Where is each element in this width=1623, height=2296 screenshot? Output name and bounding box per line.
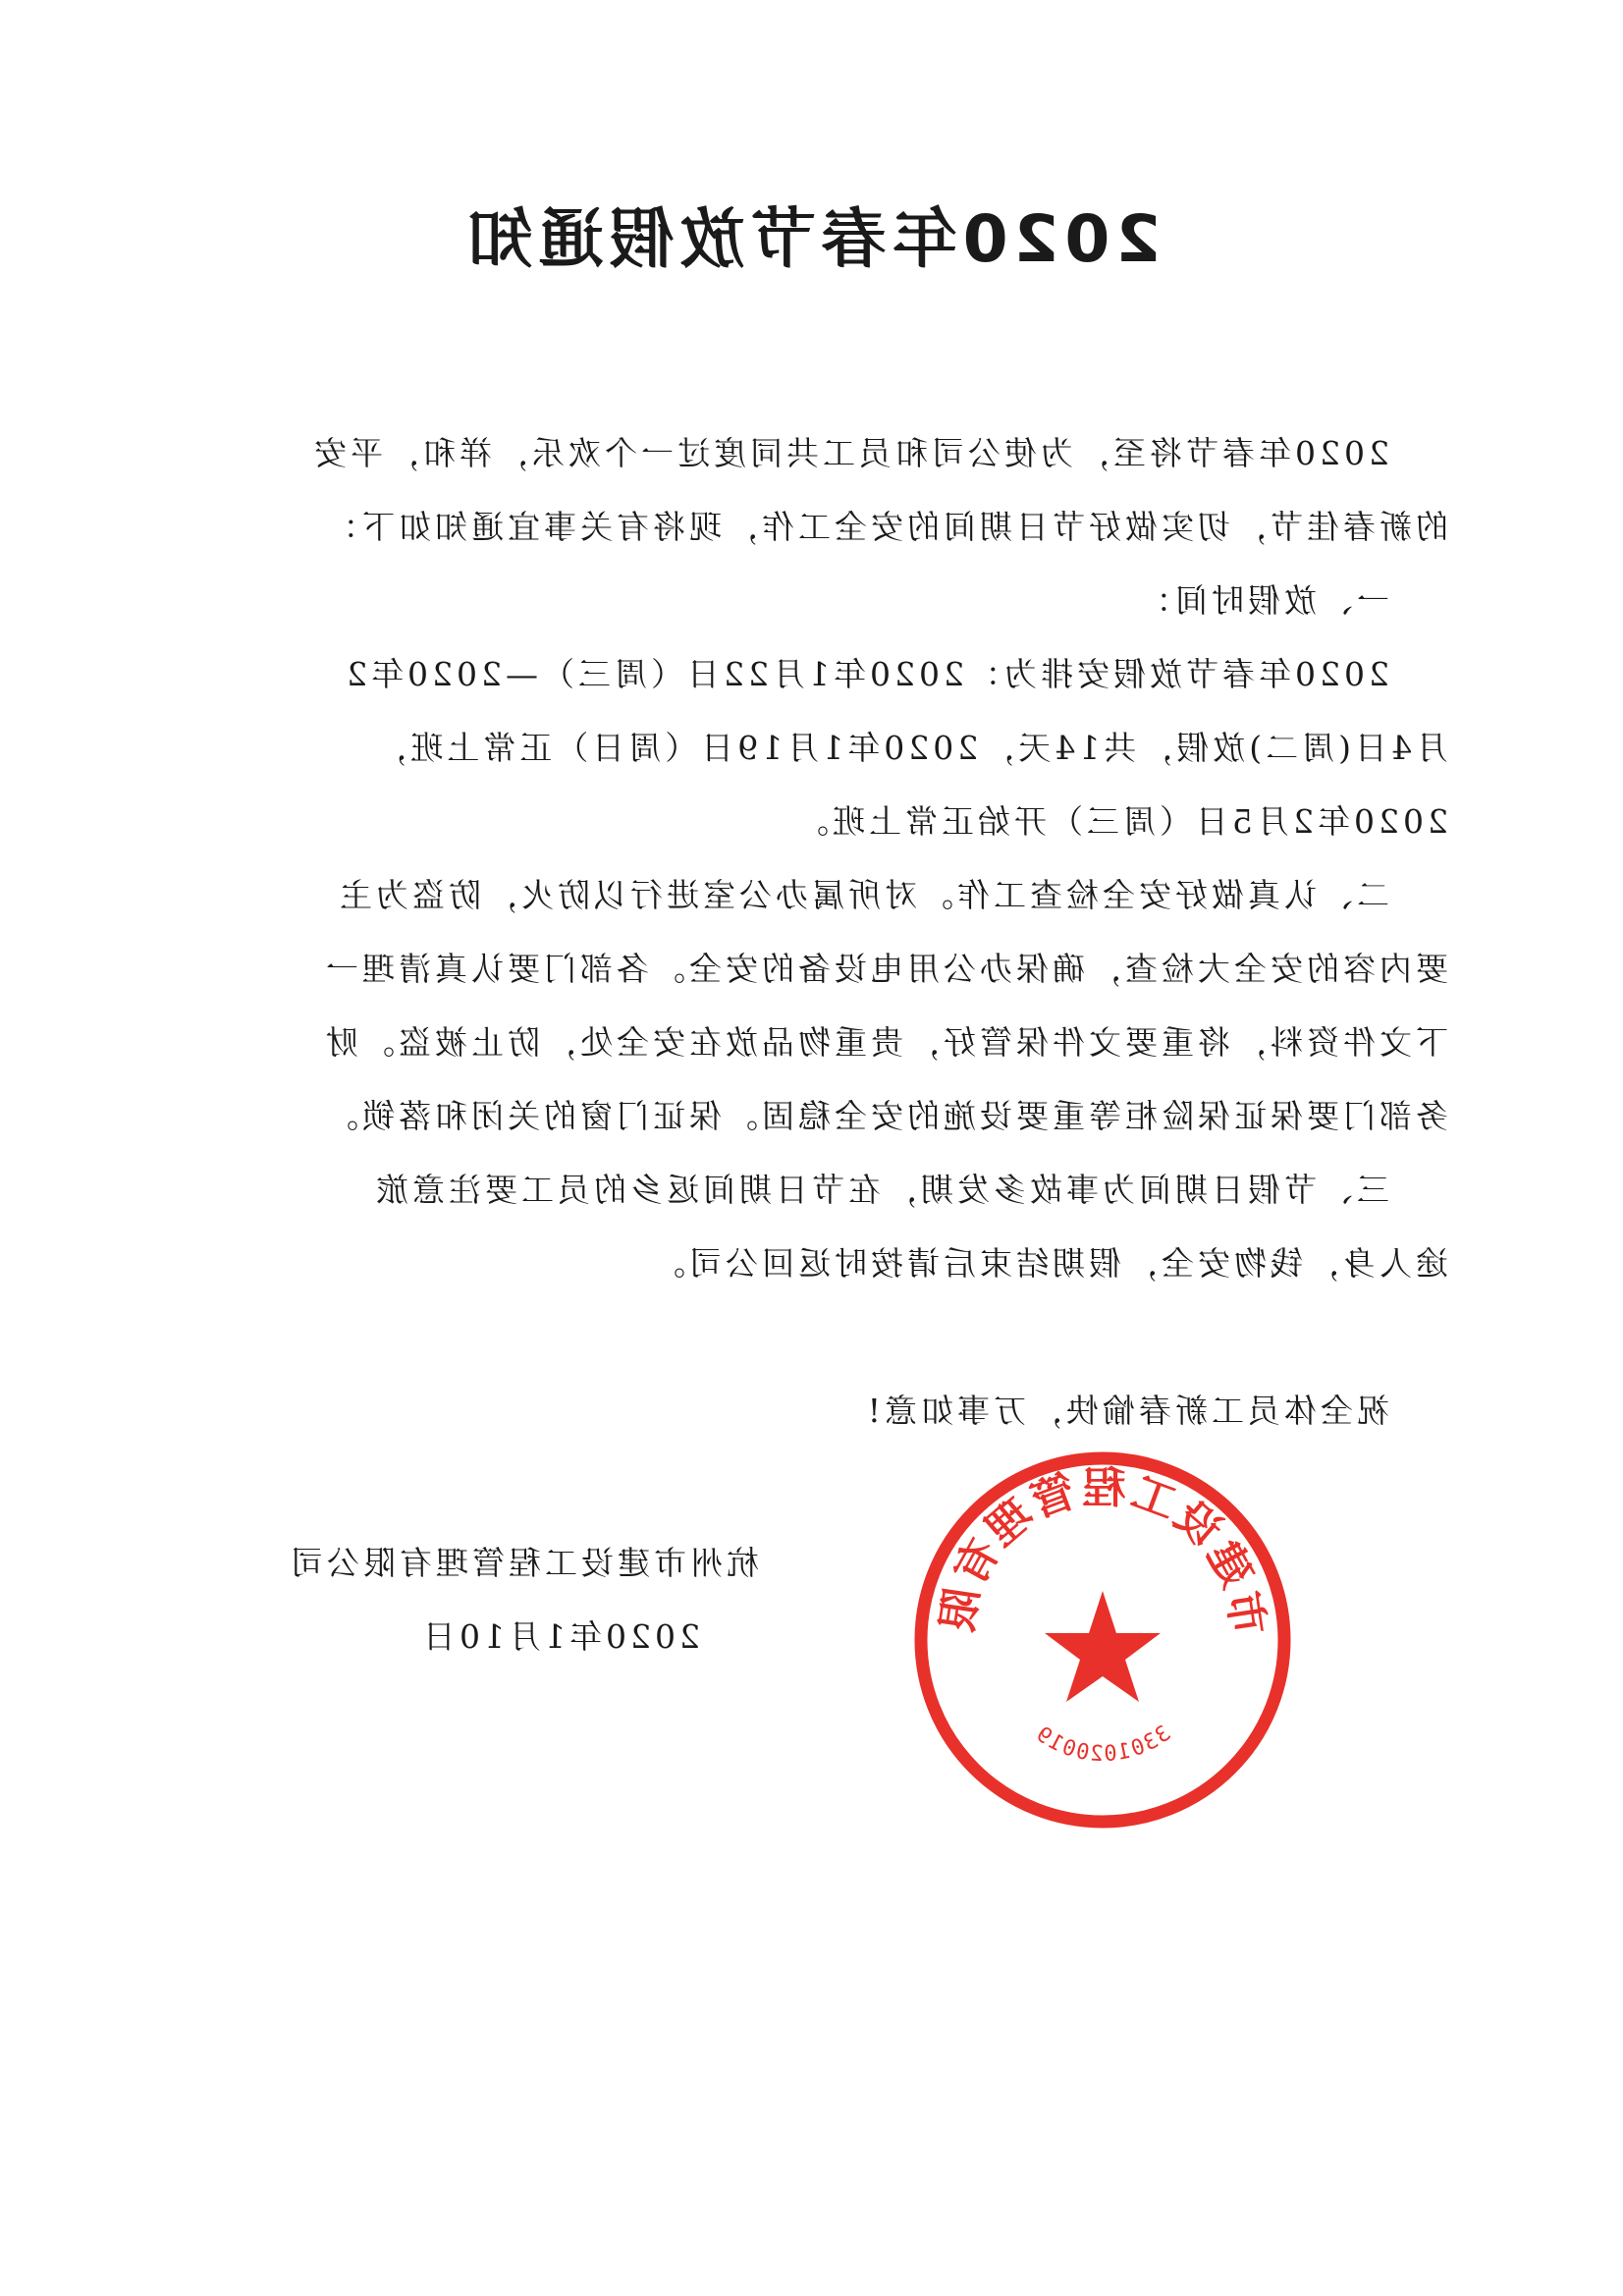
section-three-line-1: 三、节假日期间为事故多发期，在节日期间返乡的员工要注意旅 (372, 1171, 1389, 1209)
section-one-line-1: 2020年春节放假安排为：2020年1月22日（周三）—2020年2 (343, 655, 1389, 693)
seal-arc-text: 市建设工程管理有限 (932, 1463, 1273, 1638)
section-two-line-2: 要内容的安全大检查，确保办公用电设备的安全。各部门要认真清理一 (322, 950, 1448, 988)
intro-line-2: 的新春佳节，切实做好节日期间的安全工作，现将有关事宜通知如下： (322, 508, 1448, 546)
document-title: 2020年春节放假通知 (461, 201, 1162, 277)
seal-code: 3301020019 (1029, 1721, 1176, 1768)
section-three-line-2: 途人身，钱物安全，假期结束后请按时返回公司。 (649, 1244, 1448, 1283)
signature-date: 2020年1月10日 (419, 1617, 700, 1656)
company-seal-graphic (906, 1444, 1299, 1836)
section-one-heading: 一、放假时间： (1135, 581, 1389, 620)
greeting: 祝全体员工新春愉快，万事如意! (863, 1392, 1389, 1430)
company-seal (906, 1444, 1299, 1836)
section-two-line-3: 下文件资料，将重要文件保管好，贵重物品放在安全处，防止被盗。财 (322, 1023, 1448, 1062)
section-one-line-3: 2020年2月5日（周三）开始正常上班。 (792, 802, 1448, 841)
section-one-line-2: 月4日(周二)放假，共14天，2020年1月19日（周日）正常上班， (370, 729, 1448, 767)
signature-company: 杭州市建设工程管理有限公司 (287, 1544, 759, 1582)
seal-star-icon (1045, 1591, 1161, 1702)
section-two-line-4: 务部门要保证保险柜等重要设施的安全稳固。保证门窗的关闭和落锁。 (322, 1097, 1448, 1135)
intro-line-1: 2020年春节将至，为使公司和员工共同度过一个欢乐，祥和，平安 (310, 434, 1389, 472)
section-two-line-1: 二、认真做好安全检查工作。对所属办公室进行以防火，防盗为主 (336, 876, 1389, 914)
